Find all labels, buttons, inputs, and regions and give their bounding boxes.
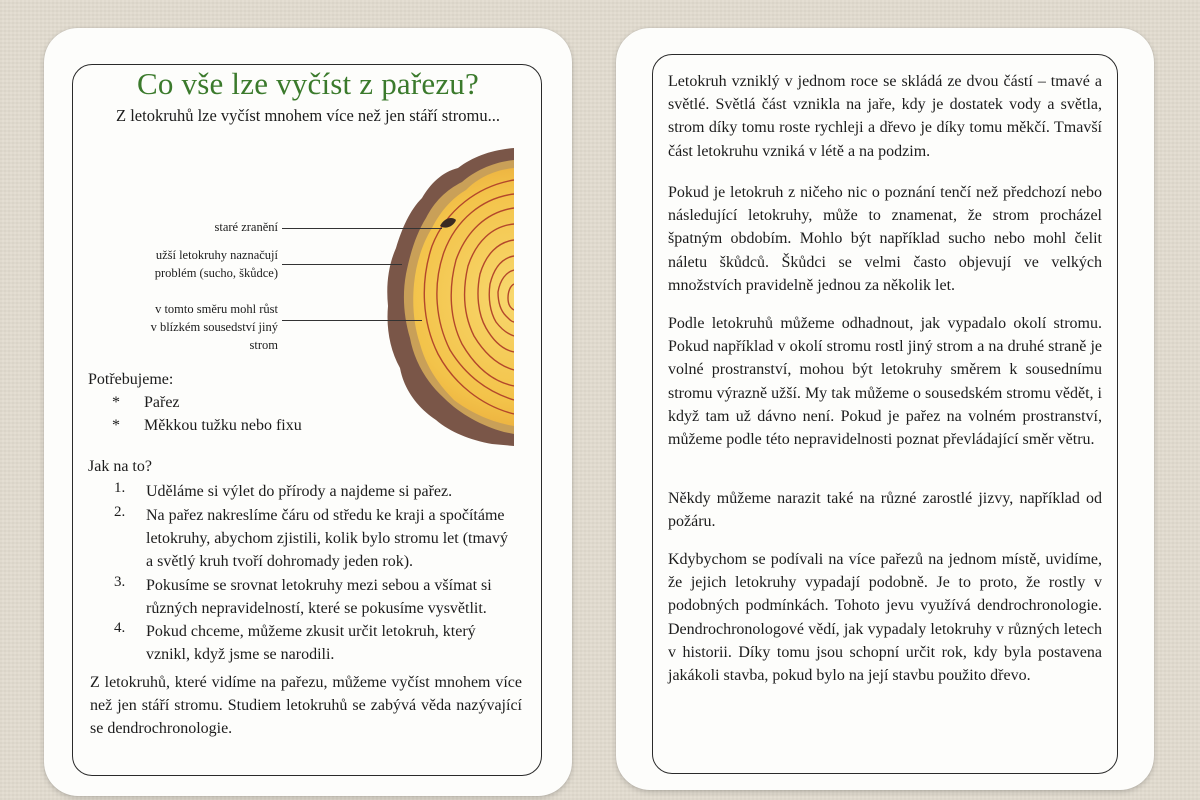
label-narrow-rings-line1: užší letokruhy naznačují bbox=[155, 248, 278, 262]
label-neighbor-line3: strom bbox=[249, 338, 278, 352]
leader-line bbox=[282, 264, 402, 265]
step-text: Na pařez nakreslíme čáru od středu ke kraji a spočítáme letokruhy, abychom zjistili, kolik bylo stromu let (tmavý a světlý kruh tvoří dohromady jeden rok). bbox=[146, 507, 509, 570]
card-title: Co vše lze vyčíst z pařezu? bbox=[137, 66, 479, 101]
label-neighbor-line2: v blízkém sousedství jiný bbox=[150, 320, 278, 334]
step-text: Uděláme si výlet do přírody a najdeme si pařez. bbox=[146, 483, 453, 500]
paragraph-scars: Někdy můžeme narazit také na různé zarostlé jizvy, například od požáru. bbox=[668, 490, 1102, 531]
step-number: 4. bbox=[114, 620, 126, 636]
howto-heading: Jak na to? bbox=[88, 458, 152, 475]
step-number: 2. bbox=[114, 504, 126, 520]
activity-card-back bbox=[616, 28, 1154, 790]
needs-heading: Potřebujeme: bbox=[88, 371, 174, 388]
step-number: 1. bbox=[114, 480, 126, 496]
closing-paragraph: Z letokruhů, které vidíme na pařezu, můžeme vyčíst mnohem více než jen stáří stromu. Studiem letokruhů se zabývá věda nazývající se dendrochronologie. bbox=[90, 674, 522, 737]
step-text: Pokusíme se srovnat letokruhy mezi sebou a všímat si různých nepravidelností, které se pokusíme vysvětlit. bbox=[146, 577, 492, 617]
paragraph-narrow-rings: Pokud je letokruh z ničeho nic o poznání tenčí než předchozí nebo následující letokruhy, může to znamenat, že strom procházel špatným obdobím. Mohlo být například sucho nebo mohl čelit náletu škůdců. Škůdci se velmi často objevují ve velkých množstvích pravidelně jednou za několik let. bbox=[668, 184, 1102, 294]
step-text: Pokud chceme, můžeme zkusit určit letokruh, který vznikl, když jsme se narodili. bbox=[146, 623, 476, 663]
paragraph-ring-structure: Letokruh vzniklý v jednom roce se skládá ze dvou částí – tmavé a světlé. Světlá část vznikla na jaře, kdy je dostatek vody a světla, strom díky tomu roste rychleji a dřevo je díky tomu měkčí. Tmavší část letokruhu vzniká v létě a na podzim. bbox=[668, 73, 1102, 160]
step-number: 3. bbox=[114, 574, 126, 590]
label-old-wound: staré zranění bbox=[214, 220, 278, 234]
paragraph-dendrochronology: Kdybychom se podívali na více pařezů na jednom místě, uvidíme, že jejich letokruhy vypadají podobně. Je to proto, že rostly v podobných podmínkách. Tohoto jevu využívá dendrochronologie. Dendrochronologové vědí, jak vypadaly letokruhy v různých letech v historii. Díky tomu jsou schopní určit rok, kdy byla postavena jakákoli stavba, pokud bylo na její stavbu použito dřevo. bbox=[668, 551, 1102, 685]
paragraph-neighbor-trees: Podle letokruhů můžeme odhadnout, jak vypadalo okolí stromu. Pokud například v okolí stromu rostl jiný strom a na druhé straně je volné prostranství, mohou být letokruhy směrem k sousednímu stromu výrazně užší. My tak můžeme o sousedském stromu vědět, i když tam už dávno není. Pokud je pařez na volném prostranství, můžeme podle této nepravidelnosti poznat převládající směr větru. bbox=[668, 315, 1102, 449]
leader-line bbox=[282, 320, 422, 321]
list-item-text: Měkkou tužku nebo fixu bbox=[144, 417, 302, 434]
label-narrow-rings-line2: problém (sucho, škůdce) bbox=[154, 266, 278, 280]
label-neighbor-line1: v tomto směru mohl růst bbox=[155, 302, 278, 316]
bullet-symbol: * bbox=[112, 394, 120, 411]
activity-card-front bbox=[44, 28, 572, 796]
card-subtitle: Z letokruhů lze vyčíst mnohem více než jen stáří stromu... bbox=[116, 106, 500, 125]
list-item-text: Pařez bbox=[144, 394, 180, 411]
bullet-symbol: * bbox=[112, 417, 120, 434]
tree-stump-illustration bbox=[382, 146, 514, 446]
leader-line bbox=[282, 228, 442, 229]
